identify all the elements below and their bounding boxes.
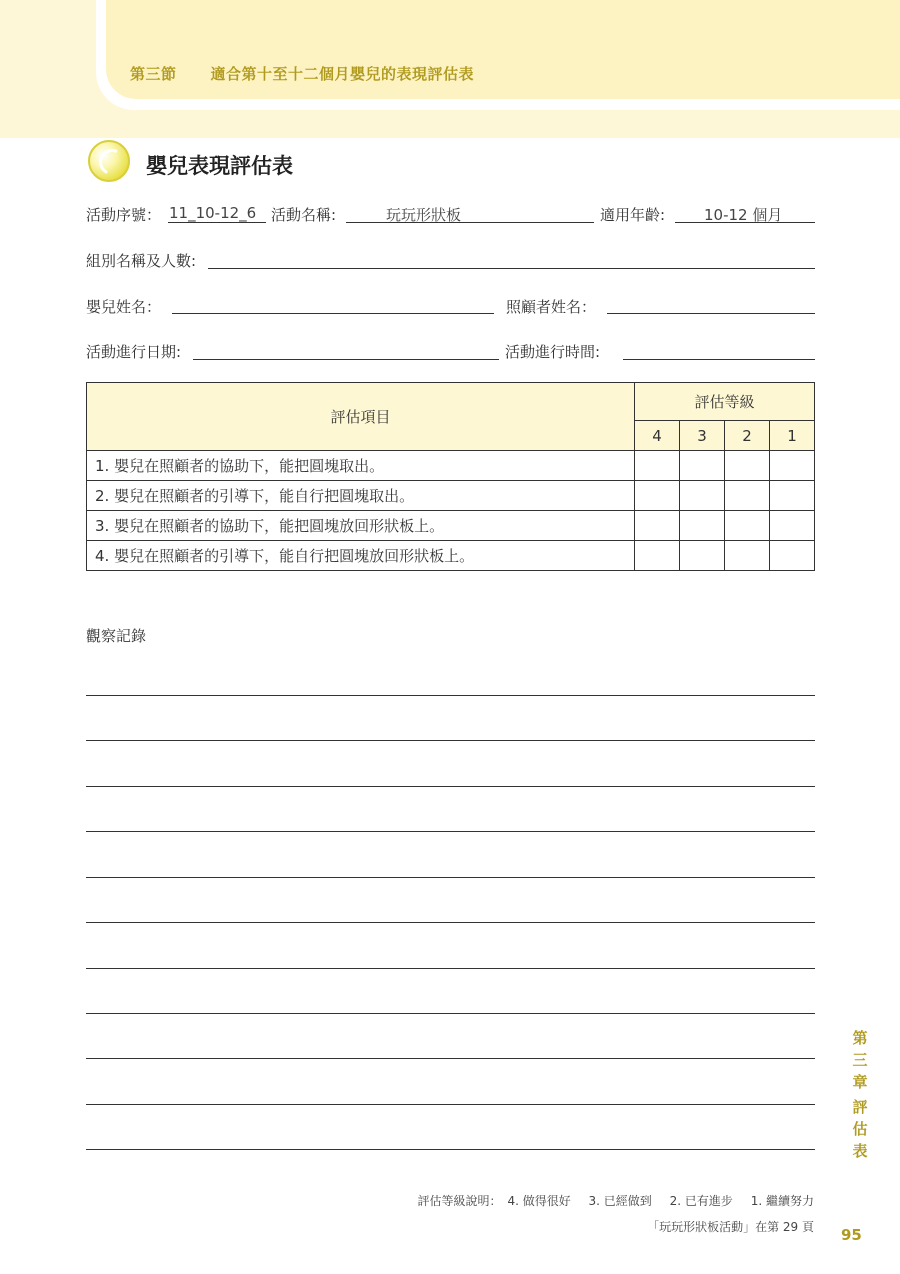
- age-label: 適用年齡:: [600, 206, 666, 224]
- grade-checkbox[interactable]: [680, 541, 725, 571]
- group-field[interactable]: [208, 268, 815, 269]
- legend-grade-2: 2. 已有進步: [669, 1194, 733, 1208]
- activity-name-value: 玩玩形狀板: [386, 206, 462, 224]
- time-label: 活動進行時間:: [505, 343, 601, 361]
- side-char: 表: [852, 1142, 868, 1160]
- age-value: 10-12 個月: [704, 206, 783, 224]
- caregiver-field[interactable]: [607, 313, 815, 314]
- grade-legend: [411, 1192, 814, 1209]
- table-row: [87, 451, 815, 481]
- observation-line[interactable]: [86, 922, 815, 923]
- date-label: 活動進行日期:: [86, 343, 182, 361]
- grade-2-header: 2: [725, 421, 770, 451]
- item-cell: 3. 嬰兒在照顧者的協助下，能把圓塊放回形狀板上。: [87, 511, 635, 541]
- legend-grade-3: 3. 已經做到: [588, 1194, 652, 1208]
- activity-no-label: 活動序號：: [86, 206, 162, 224]
- date-field[interactable]: [193, 359, 499, 360]
- side-chapter-label: [850, 1027, 870, 1093]
- item-header: 評估項目: [87, 383, 635, 451]
- grade-checkbox[interactable]: [725, 541, 770, 571]
- side-char: 第: [852, 1029, 868, 1047]
- observation-line[interactable]: [86, 1058, 815, 1059]
- section-title: 適合第十至十二個月嬰兒的表現評估表: [210, 65, 475, 83]
- grade-1-header: 1: [770, 421, 815, 451]
- observation-line[interactable]: [86, 1104, 815, 1105]
- activity-no-value: 11_10-12_6: [169, 204, 257, 222]
- legend-grade-1: 1. 繼續努力: [750, 1194, 814, 1208]
- observation-line[interactable]: [86, 1013, 815, 1014]
- section-header: [130, 63, 474, 84]
- observation-line[interactable]: [86, 968, 815, 969]
- grade-checkbox[interactable]: [635, 451, 680, 481]
- side-char: 評: [852, 1098, 868, 1116]
- header-panel: [106, 0, 900, 99]
- grade-checkbox[interactable]: [635, 481, 680, 511]
- observation-line[interactable]: [86, 877, 815, 878]
- caregiver-label: 照顧者姓名：: [506, 298, 597, 316]
- observation-line[interactable]: [86, 1149, 815, 1150]
- grade-checkbox[interactable]: [770, 451, 815, 481]
- side-char: 估: [852, 1120, 868, 1138]
- time-field[interactable]: [623, 359, 815, 360]
- grade-checkbox[interactable]: [770, 481, 815, 511]
- observation-line[interactable]: [86, 831, 815, 832]
- grade-3-header: 3: [680, 421, 725, 451]
- grade-checkbox[interactable]: [635, 511, 680, 541]
- grade-checkbox[interactable]: [635, 541, 680, 571]
- table-row: [87, 511, 815, 541]
- table-row: [87, 541, 815, 571]
- activity-no-line[interactable]: [168, 222, 266, 223]
- page-number: 95: [841, 1226, 862, 1244]
- section-number: 第三節: [130, 65, 177, 83]
- grade-checkbox[interactable]: [725, 511, 770, 541]
- baby-name-field[interactable]: [172, 313, 494, 314]
- item-cell: 1. 嬰兒在照顧者的協助下，能把圓塊取出。: [87, 451, 635, 481]
- grade-checkbox[interactable]: [770, 541, 815, 571]
- item-cell: 2. 嬰兒在照顧者的引導下，能自行把圓塊取出。: [87, 481, 635, 511]
- side-form-label: [850, 1096, 870, 1162]
- observation-line[interactable]: [86, 695, 815, 696]
- side-char: 章: [852, 1073, 868, 1091]
- grade-4-header: 4: [635, 421, 680, 451]
- evaluation-table: [86, 382, 815, 571]
- table-row: [87, 481, 815, 511]
- grade-checkbox[interactable]: [725, 481, 770, 511]
- grade-checkbox[interactable]: [680, 451, 725, 481]
- observation-line[interactable]: [86, 786, 815, 787]
- grade-header: 評估等級: [635, 383, 815, 421]
- grade-checkbox[interactable]: [725, 451, 770, 481]
- activity-name-label: 活動名稱:: [271, 206, 337, 224]
- page-title: 嬰兒表現評估表: [146, 154, 293, 178]
- activity-name-line[interactable]: [346, 222, 594, 223]
- group-label: 組別名稱及人數:: [86, 252, 197, 270]
- baby-name-label: 嬰兒姓名：: [86, 298, 162, 316]
- observation-title: 觀察記錄: [86, 627, 147, 645]
- legend-label: 評估等級說明：: [417, 1194, 502, 1208]
- side-char: 三: [852, 1051, 868, 1069]
- grade-checkbox[interactable]: [680, 481, 725, 511]
- item-cell: 4. 嬰兒在照顧者的引導下，能自行把圓塊放回形狀板上。: [87, 541, 635, 571]
- activity-reference: 「玩玩形狀板活動」在第 29 頁: [647, 1220, 814, 1234]
- observation-line[interactable]: [86, 740, 815, 741]
- grade-checkbox[interactable]: [770, 511, 815, 541]
- legend-grade-4: 4. 做得很好: [507, 1194, 571, 1208]
- bubble-icon: [88, 140, 130, 182]
- grade-checkbox[interactable]: [680, 511, 725, 541]
